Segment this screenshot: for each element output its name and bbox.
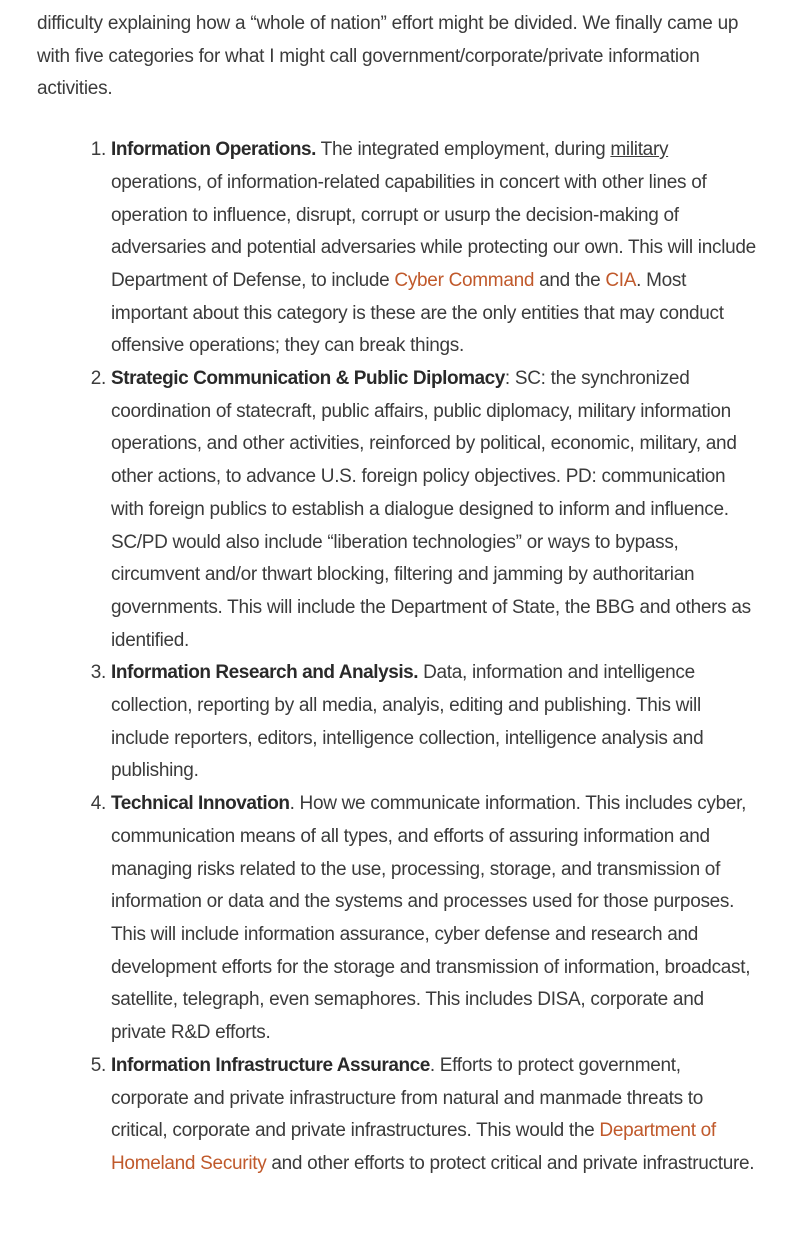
intro-paragraph: difficulty explaining how a “whole of nation” effort might be divided. We finally came up with five categories for what I might call government/corporate/private information activities. (37, 13, 739, 100)
category-text: operations, of information-related capabilities in concert with other lines of operation to influence, disrupt, corrupt or usurp the decision-making of adversaries and potential adversaries while protecting our own. This will include Department of Defense, to include (111, 171, 756, 291)
category-item-strategic-communication (111, 363, 760, 657)
category-term: Information Infrastructure Assurance (111, 1054, 430, 1076)
category-text: The integrated employment, during (316, 139, 611, 161)
category-item-information-operations (111, 134, 760, 363)
category-text: . Efforts to protect government, corporate and private infrastructure from natural and manmade threats to critical, corporate and private infrastructures. This would the (111, 1054, 703, 1142)
cyber-command-link[interactable]: Cyber Command (394, 269, 535, 291)
category-item-information-research (111, 657, 760, 788)
category-item-technical-innovation (111, 788, 760, 1050)
category-item-infrastructure-assurance (111, 1050, 760, 1181)
category-text: . How we communicate information. This includes cyber, communication means of all types, and efforts of assuring information and managing risks related to the use, processing, storage, and transmission of information or data and the systems and processes used for those purposes. This will include information assurance, cyber defense and research and development efforts for the storage and transmission of information, broadcast, satellite, telegraph, even semaphores. This includes DISA, corporate and private R&D efforts. (111, 793, 751, 1044)
category-text: and the (534, 269, 606, 291)
category-term: Information Research and Analysis. (111, 662, 419, 684)
military-term: military (610, 139, 669, 161)
category-text: and other efforts to protect critical and private infrastructure. (266, 1152, 755, 1174)
category-term: Strategic Communication & Public Diplomacy (111, 368, 505, 390)
category-text: : SC: the synchronized coordination of statecraft, public affairs, public diplomacy, military information operations, and other activities, reinforced by political, economic, military, and other actions, to advance U.S. foreign policy objectives. PD: communication with foreign publics to establish a dialogue designed to inform and influence. SC/PD would also include “liberation technologies” or ways to bypass, circumvent and/or thwart blocking, filtering and jamming by authoritarian governments. This will include the Department of State, the BBG and others as identified. (111, 368, 751, 651)
category-text: Data, information and intelligence collection, reporting by all media, analyis, editing and publishing. This will include reporters, editors, intelligence collection, intelligence analysis and publishing. (111, 662, 704, 782)
category-term-suffix: . (311, 139, 317, 161)
category-term: Technical Innovation (111, 793, 290, 815)
category-list (37, 134, 760, 1181)
category-term: Information Operations (111, 139, 312, 161)
category-text: . Most important about this category is these are the only entities that may conduct offensive operations; they can break things. (111, 269, 724, 357)
cia-link[interactable]: CIA (605, 269, 637, 291)
dhs-link[interactable]: Department of Homeland Security (111, 1120, 716, 1174)
